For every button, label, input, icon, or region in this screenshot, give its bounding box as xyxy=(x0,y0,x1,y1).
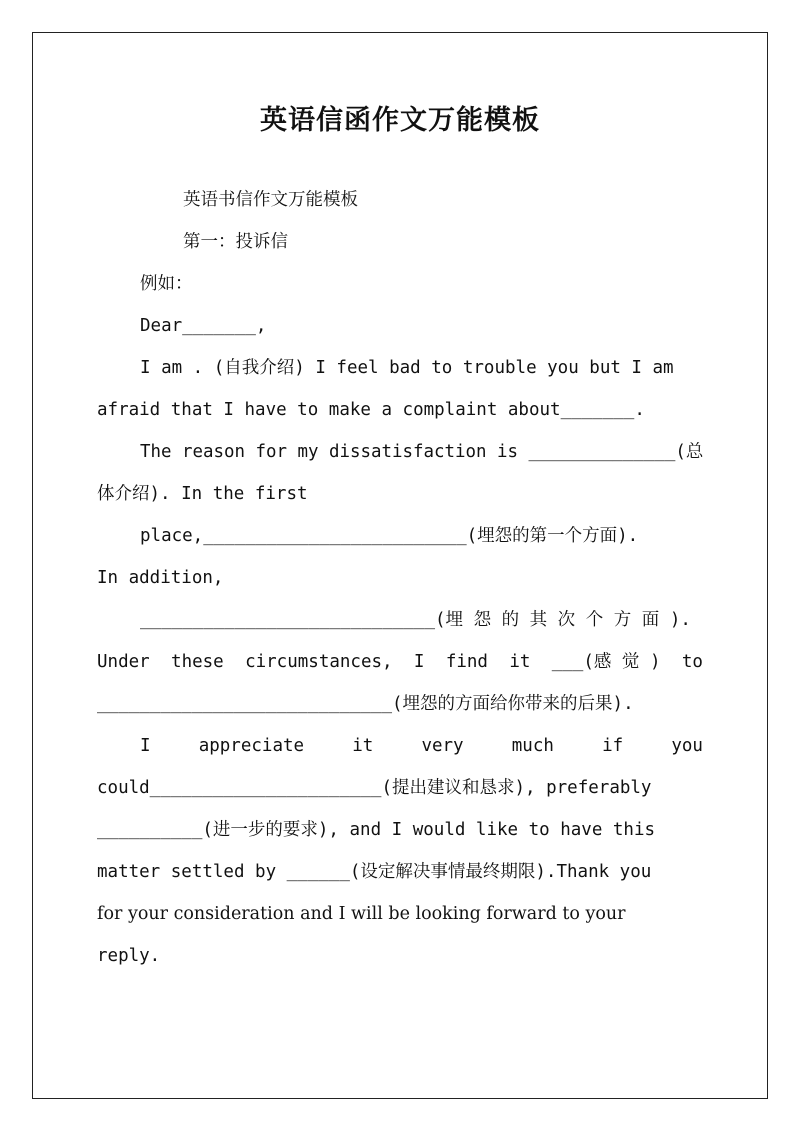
page-border xyxy=(32,32,768,1099)
document-title: 英语信函作文万能模板 xyxy=(260,105,540,136)
word: ___(感 觉 ) xyxy=(551,652,661,672)
body-line-suggestion: could______________________(提出建议和恳求), preferably xyxy=(97,778,652,798)
section-heading: 第一：投诉信 xyxy=(183,232,288,252)
body-line-place: place,_________________________(埋怨的第一个方面). xyxy=(140,526,639,546)
body-line-intro: I am . (自我介绍) I feel bad to trouble you but I am xyxy=(140,358,674,378)
body-line-first: 体介绍). In the first xyxy=(97,484,308,504)
word: these xyxy=(171,652,224,672)
word: find xyxy=(445,652,488,672)
subtitle-line: 英语书信作文万能模板 xyxy=(183,190,358,210)
word: very xyxy=(421,736,464,756)
body-line-circumstances xyxy=(97,654,703,672)
example-label: 例如： xyxy=(140,274,193,294)
body-line-reply: reply. xyxy=(97,946,161,966)
body-line-appreciate xyxy=(140,738,703,756)
word: appreciate xyxy=(198,736,305,756)
salutation-line: Dear_______, xyxy=(140,316,267,336)
body-line-deadline: matter settled by ______(设定解决事情最终期限).Thank you xyxy=(97,862,652,882)
word: it xyxy=(352,736,374,756)
word: I xyxy=(413,652,425,672)
body-line-consideration: for your consideration and I will be looking forward to your xyxy=(97,904,626,924)
word: Under xyxy=(97,652,150,672)
word: much xyxy=(511,736,554,756)
word: if xyxy=(602,736,624,756)
body-line-reason: The reason for my dissatisfaction is ______________(总 xyxy=(140,442,704,462)
word: you xyxy=(671,736,703,756)
body-line-addition: In addition, xyxy=(97,568,224,588)
body-line-second-aspect: ____________________________(埋 怨 的 其 次 个 方 面 ). xyxy=(140,610,691,630)
word: I xyxy=(140,736,151,756)
body-line-complaint: afraid that I have to make a complaint about_______. xyxy=(97,400,645,420)
word: to xyxy=(681,652,703,672)
body-line-further-request: __________(进一步的要求), and I would like to have this xyxy=(97,820,656,840)
word: circumstances, xyxy=(245,652,393,672)
body-line-consequence: ____________________________(埋怨的方面给你带来的后果). xyxy=(97,694,634,714)
word: it xyxy=(509,652,531,672)
